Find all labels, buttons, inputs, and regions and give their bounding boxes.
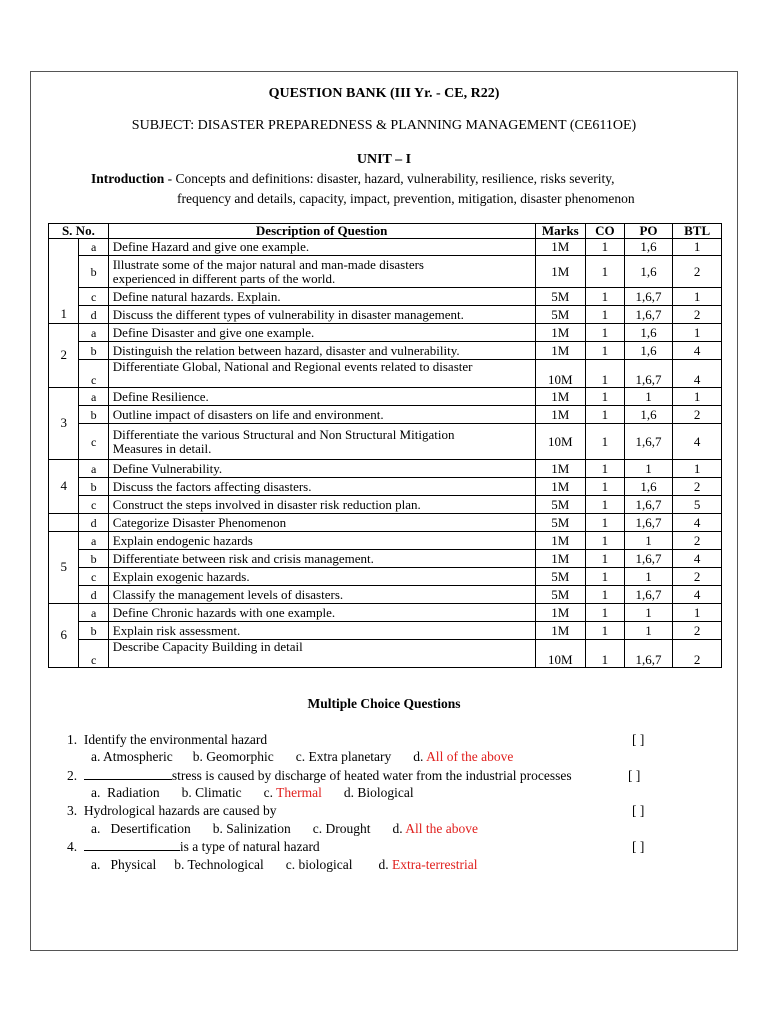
mcq-question xyxy=(67,803,277,819)
table-row xyxy=(49,388,722,406)
mcq-number: 4. xyxy=(67,839,78,854)
answer-bracket: [ ] xyxy=(628,768,641,783)
question-text: Construct the steps involved in disaster risk reduction plan. xyxy=(108,496,535,514)
table-header-row xyxy=(49,224,722,239)
table-row xyxy=(49,342,722,360)
intro-label: Introduction xyxy=(91,171,165,186)
sub-label: b xyxy=(79,478,108,496)
po: 1,6,7 xyxy=(624,288,673,306)
po: 1,6 xyxy=(624,406,673,424)
sub-label: a xyxy=(79,239,108,256)
sub-label: b xyxy=(79,550,108,568)
table-row xyxy=(49,478,722,496)
po: 1,6,7 xyxy=(624,424,673,460)
sub-label: c xyxy=(79,568,108,586)
po: 1 xyxy=(624,622,673,640)
po: 1 xyxy=(624,604,673,622)
intro-text-1: - Concepts and definitions: disaster, hazard, vulnerability, resilience, risks severity, xyxy=(164,171,615,186)
question-text: Distinguish the relation between hazard, disaster and vulnerability. xyxy=(108,342,535,360)
question-number: 1 xyxy=(49,239,79,324)
co: 1 xyxy=(586,586,625,604)
subject-line: SUBJECT: DISASTER PREPAREDNESS & PLANNING MANAGEMENT (CE611OE) xyxy=(131,118,637,133)
option-a: a. Atmospheric xyxy=(91,749,173,764)
co: 1 xyxy=(586,360,625,388)
po: 1 xyxy=(624,388,673,406)
marks: 1M xyxy=(535,460,586,478)
marks: 1M xyxy=(535,256,586,288)
po: 1,6 xyxy=(624,324,673,342)
answer-bracket: [ ] xyxy=(632,803,645,818)
question-text: Define Resilience. xyxy=(108,388,535,406)
question-text: Outline impact of disasters on life and environment. xyxy=(108,406,535,424)
co: 1 xyxy=(586,388,625,406)
mcq-options xyxy=(91,785,414,801)
btl: 1 xyxy=(673,239,722,256)
table-row xyxy=(49,604,722,622)
table-row xyxy=(49,568,722,586)
mcq-question xyxy=(67,732,267,748)
co: 1 xyxy=(586,622,625,640)
option-d-answer: Extra-terrestrial xyxy=(392,857,478,872)
po: 1,6 xyxy=(624,256,673,288)
option-d-label: d. xyxy=(413,749,424,764)
question-text: Describe Capacity Building in detail xyxy=(108,640,535,668)
answer-bracket: [ ] xyxy=(632,839,645,854)
table-row xyxy=(49,324,722,342)
col-sno: S. No. xyxy=(49,224,109,239)
question-text-line: experienced in different parts of the world. xyxy=(112,270,336,286)
co: 1 xyxy=(586,324,625,342)
question-text: Classify the management levels of disasters. xyxy=(108,586,535,604)
sub-label: a xyxy=(79,532,108,550)
btl: 2 xyxy=(673,256,722,288)
question-text: Define Vulnerability. xyxy=(108,460,535,478)
btl: 4 xyxy=(673,550,722,568)
question-text: Define Hazard and give one example. xyxy=(108,239,535,256)
question-text-line: Illustrate some of the major natural and man-made disasters xyxy=(112,256,424,272)
col-marks: Marks xyxy=(535,224,586,239)
option-c: c. Extra planetary xyxy=(295,749,392,764)
mcq-text: Identify the environmental hazard xyxy=(83,732,268,747)
question-text: Explain endogenic hazards xyxy=(108,532,535,550)
question-text-line: Differentiate the various Structural and Non Structural Mitigation xyxy=(112,426,455,442)
question-text xyxy=(108,424,535,460)
mcq-options xyxy=(91,749,513,765)
po: 1,6,7 xyxy=(624,550,673,568)
question-text: Define Disaster and give one example. xyxy=(108,324,535,342)
question-text-line: Measures in detail. xyxy=(112,440,212,456)
marks: 1M xyxy=(535,239,586,256)
marks: 1M xyxy=(535,406,586,424)
mcq-text: stress is caused by discharge of heated water from the industrial processes xyxy=(171,768,572,783)
mcq-question xyxy=(67,839,320,855)
option-a-label: a. xyxy=(91,785,101,800)
btl: 1 xyxy=(673,604,722,622)
co: 1 xyxy=(586,288,625,306)
btl: 4 xyxy=(673,424,722,460)
marks: 5M xyxy=(535,514,586,532)
mcq-number: 3. xyxy=(67,803,78,818)
table-row xyxy=(49,514,722,532)
table-row xyxy=(49,586,722,604)
marks: 1M xyxy=(535,604,586,622)
marks: 5M xyxy=(535,288,586,306)
sub-label: c xyxy=(79,424,108,460)
btl: 1 xyxy=(673,288,722,306)
question-text: Discuss the factors affecting disasters. xyxy=(108,478,535,496)
sub-label: b xyxy=(79,406,108,424)
sub-label: a xyxy=(79,324,108,342)
option-b: b. Salinization xyxy=(212,821,291,836)
question-number: 4 xyxy=(49,460,79,514)
question-number: 2 xyxy=(49,324,79,388)
sub-label: d xyxy=(79,586,108,604)
btl: 2 xyxy=(673,478,722,496)
table-row xyxy=(49,406,722,424)
table-row xyxy=(49,532,722,550)
marks: 10M xyxy=(535,360,586,388)
option-d-answer: All the above xyxy=(405,821,478,836)
btl: 2 xyxy=(673,640,722,668)
question-text: Define Chronic hazards with one example. xyxy=(108,604,535,622)
marks: 5M xyxy=(535,306,586,324)
sub-label: a xyxy=(79,460,108,478)
co: 1 xyxy=(586,478,625,496)
table-row xyxy=(49,424,722,460)
btl: 2 xyxy=(673,568,722,586)
co: 1 xyxy=(586,496,625,514)
option-a: Desertification xyxy=(110,821,191,836)
po: 1,6 xyxy=(624,239,673,256)
sub-label: b xyxy=(79,342,108,360)
fill-blank xyxy=(84,768,172,780)
col-description: Description of Question xyxy=(108,224,535,239)
question-number: 3 xyxy=(49,388,79,460)
question-number: 6 xyxy=(49,604,79,668)
po: 1,6,7 xyxy=(624,306,673,324)
mcq-text: Hydrological hazards are caused by xyxy=(83,803,277,818)
table-row xyxy=(49,460,722,478)
marks: 10M xyxy=(535,424,586,460)
marks: 1M xyxy=(535,622,586,640)
marks: 5M xyxy=(535,586,586,604)
btl: 4 xyxy=(673,586,722,604)
mcq-number: 1. xyxy=(67,732,78,747)
question-text: Categorize Disaster Phenomenon xyxy=(108,514,535,532)
btl: 2 xyxy=(673,406,722,424)
option-a: Physical xyxy=(110,857,157,872)
po: 1,6 xyxy=(624,342,673,360)
col-btl: BTL xyxy=(673,224,722,239)
sub-label: b xyxy=(79,256,108,288)
mcq-heading: Multiple Choice Questions xyxy=(307,696,461,711)
marks: 1M xyxy=(535,478,586,496)
question-number-empty xyxy=(49,514,79,532)
po: 1 xyxy=(624,460,673,478)
co: 1 xyxy=(586,424,625,460)
sub-label: b xyxy=(79,622,108,640)
btl: 4 xyxy=(673,360,722,388)
mcq-options xyxy=(91,821,478,837)
po: 1 xyxy=(624,568,673,586)
sub-label: c xyxy=(79,288,108,306)
question-text: Discuss the different types of vulnerability in disaster management. xyxy=(108,306,535,324)
co: 1 xyxy=(586,550,625,568)
marks: 5M xyxy=(535,568,586,586)
po: 1,6,7 xyxy=(624,640,673,668)
btl: 2 xyxy=(673,306,722,324)
option-b: b. Geomorphic xyxy=(192,749,274,764)
co: 1 xyxy=(586,604,625,622)
sub-label: d xyxy=(79,514,108,532)
table-row xyxy=(49,306,722,324)
table-row xyxy=(49,256,722,288)
question-bank-title: QUESTION BANK (III Yr. - CE, R22) xyxy=(268,86,500,101)
sub-label: d xyxy=(79,306,108,324)
co: 1 xyxy=(586,306,625,324)
po: 1,6,7 xyxy=(624,514,673,532)
question-table xyxy=(48,223,722,668)
mcq-options xyxy=(91,857,477,873)
question-text: Differentiate between risk and crisis management. xyxy=(108,550,535,568)
answer-bracket: [ ] xyxy=(632,732,645,747)
table-row xyxy=(49,360,722,388)
marks: 1M xyxy=(535,388,586,406)
question-text: Differentiate Global, National and Regional events related to disaster xyxy=(108,360,535,388)
intro-line-1 xyxy=(91,171,615,187)
sub-label: c xyxy=(79,360,108,388)
marks: 1M xyxy=(535,550,586,568)
sub-label: a xyxy=(79,604,108,622)
intro-line-2: frequency and details, capacity, impact, prevention, mitigation, disaster phenomenon xyxy=(177,191,635,206)
marks: 1M xyxy=(535,532,586,550)
co: 1 xyxy=(586,460,625,478)
table-row xyxy=(49,496,722,514)
mcq-question xyxy=(67,768,572,784)
question-text: Explain exogenic hazards. xyxy=(108,568,535,586)
fill-blank xyxy=(84,839,180,851)
option-d-label: d. xyxy=(378,857,389,872)
po: 1 xyxy=(624,532,673,550)
option-c: c. biological xyxy=(285,857,353,872)
btl: 4 xyxy=(673,514,722,532)
marks: 1M xyxy=(535,342,586,360)
table-row xyxy=(49,640,722,668)
table-row xyxy=(49,239,722,256)
option-b: b. Climatic xyxy=(181,785,242,800)
option-d-label: d. xyxy=(392,821,403,836)
table-row xyxy=(49,622,722,640)
co: 1 xyxy=(586,256,625,288)
col-po: PO xyxy=(624,224,673,239)
sub-label: c xyxy=(79,640,108,668)
question-number: 5 xyxy=(49,532,79,604)
question-text: Define natural hazards. Explain. xyxy=(108,288,535,306)
btl: 4 xyxy=(673,342,722,360)
po: 1,6 xyxy=(624,478,673,496)
co: 1 xyxy=(586,640,625,668)
co: 1 xyxy=(586,568,625,586)
marks: 5M xyxy=(535,496,586,514)
sub-label: a xyxy=(79,388,108,406)
btl: 1 xyxy=(673,388,722,406)
mcq-number: 2. xyxy=(67,768,78,783)
co: 1 xyxy=(586,514,625,532)
question-text: Explain risk assessment. xyxy=(108,622,535,640)
po: 1,6,7 xyxy=(624,496,673,514)
co: 1 xyxy=(586,406,625,424)
option-c-answer: Thermal xyxy=(276,785,322,800)
co: 1 xyxy=(586,532,625,550)
co: 1 xyxy=(586,342,625,360)
option-d-answer: All of the above xyxy=(426,749,514,764)
btl: 1 xyxy=(673,460,722,478)
btl: 2 xyxy=(673,532,722,550)
marks: 1M xyxy=(535,324,586,342)
option-c-label: c. xyxy=(263,785,273,800)
btl: 5 xyxy=(673,496,722,514)
unit-heading: UNIT – I xyxy=(356,152,412,167)
co: 1 xyxy=(586,239,625,256)
po: 1,6,7 xyxy=(624,360,673,388)
option-a-label: a. xyxy=(91,857,101,872)
po: 1,6,7 xyxy=(624,586,673,604)
col-co: CO xyxy=(586,224,625,239)
option-b: b. Technological xyxy=(174,857,264,872)
option-c: c. Drought xyxy=(312,821,371,836)
option-d: d. Biological xyxy=(343,785,414,800)
btl: 1 xyxy=(673,324,722,342)
table-row xyxy=(49,288,722,306)
marks: 10M xyxy=(535,640,586,668)
option-a-label: a. xyxy=(91,821,101,836)
question-text xyxy=(108,256,535,288)
table-row xyxy=(49,550,722,568)
mcq-text: is a type of natural hazard xyxy=(179,839,320,854)
sub-label: c xyxy=(79,496,108,514)
option-a: Radiation xyxy=(107,785,160,800)
btl: 2 xyxy=(673,622,722,640)
